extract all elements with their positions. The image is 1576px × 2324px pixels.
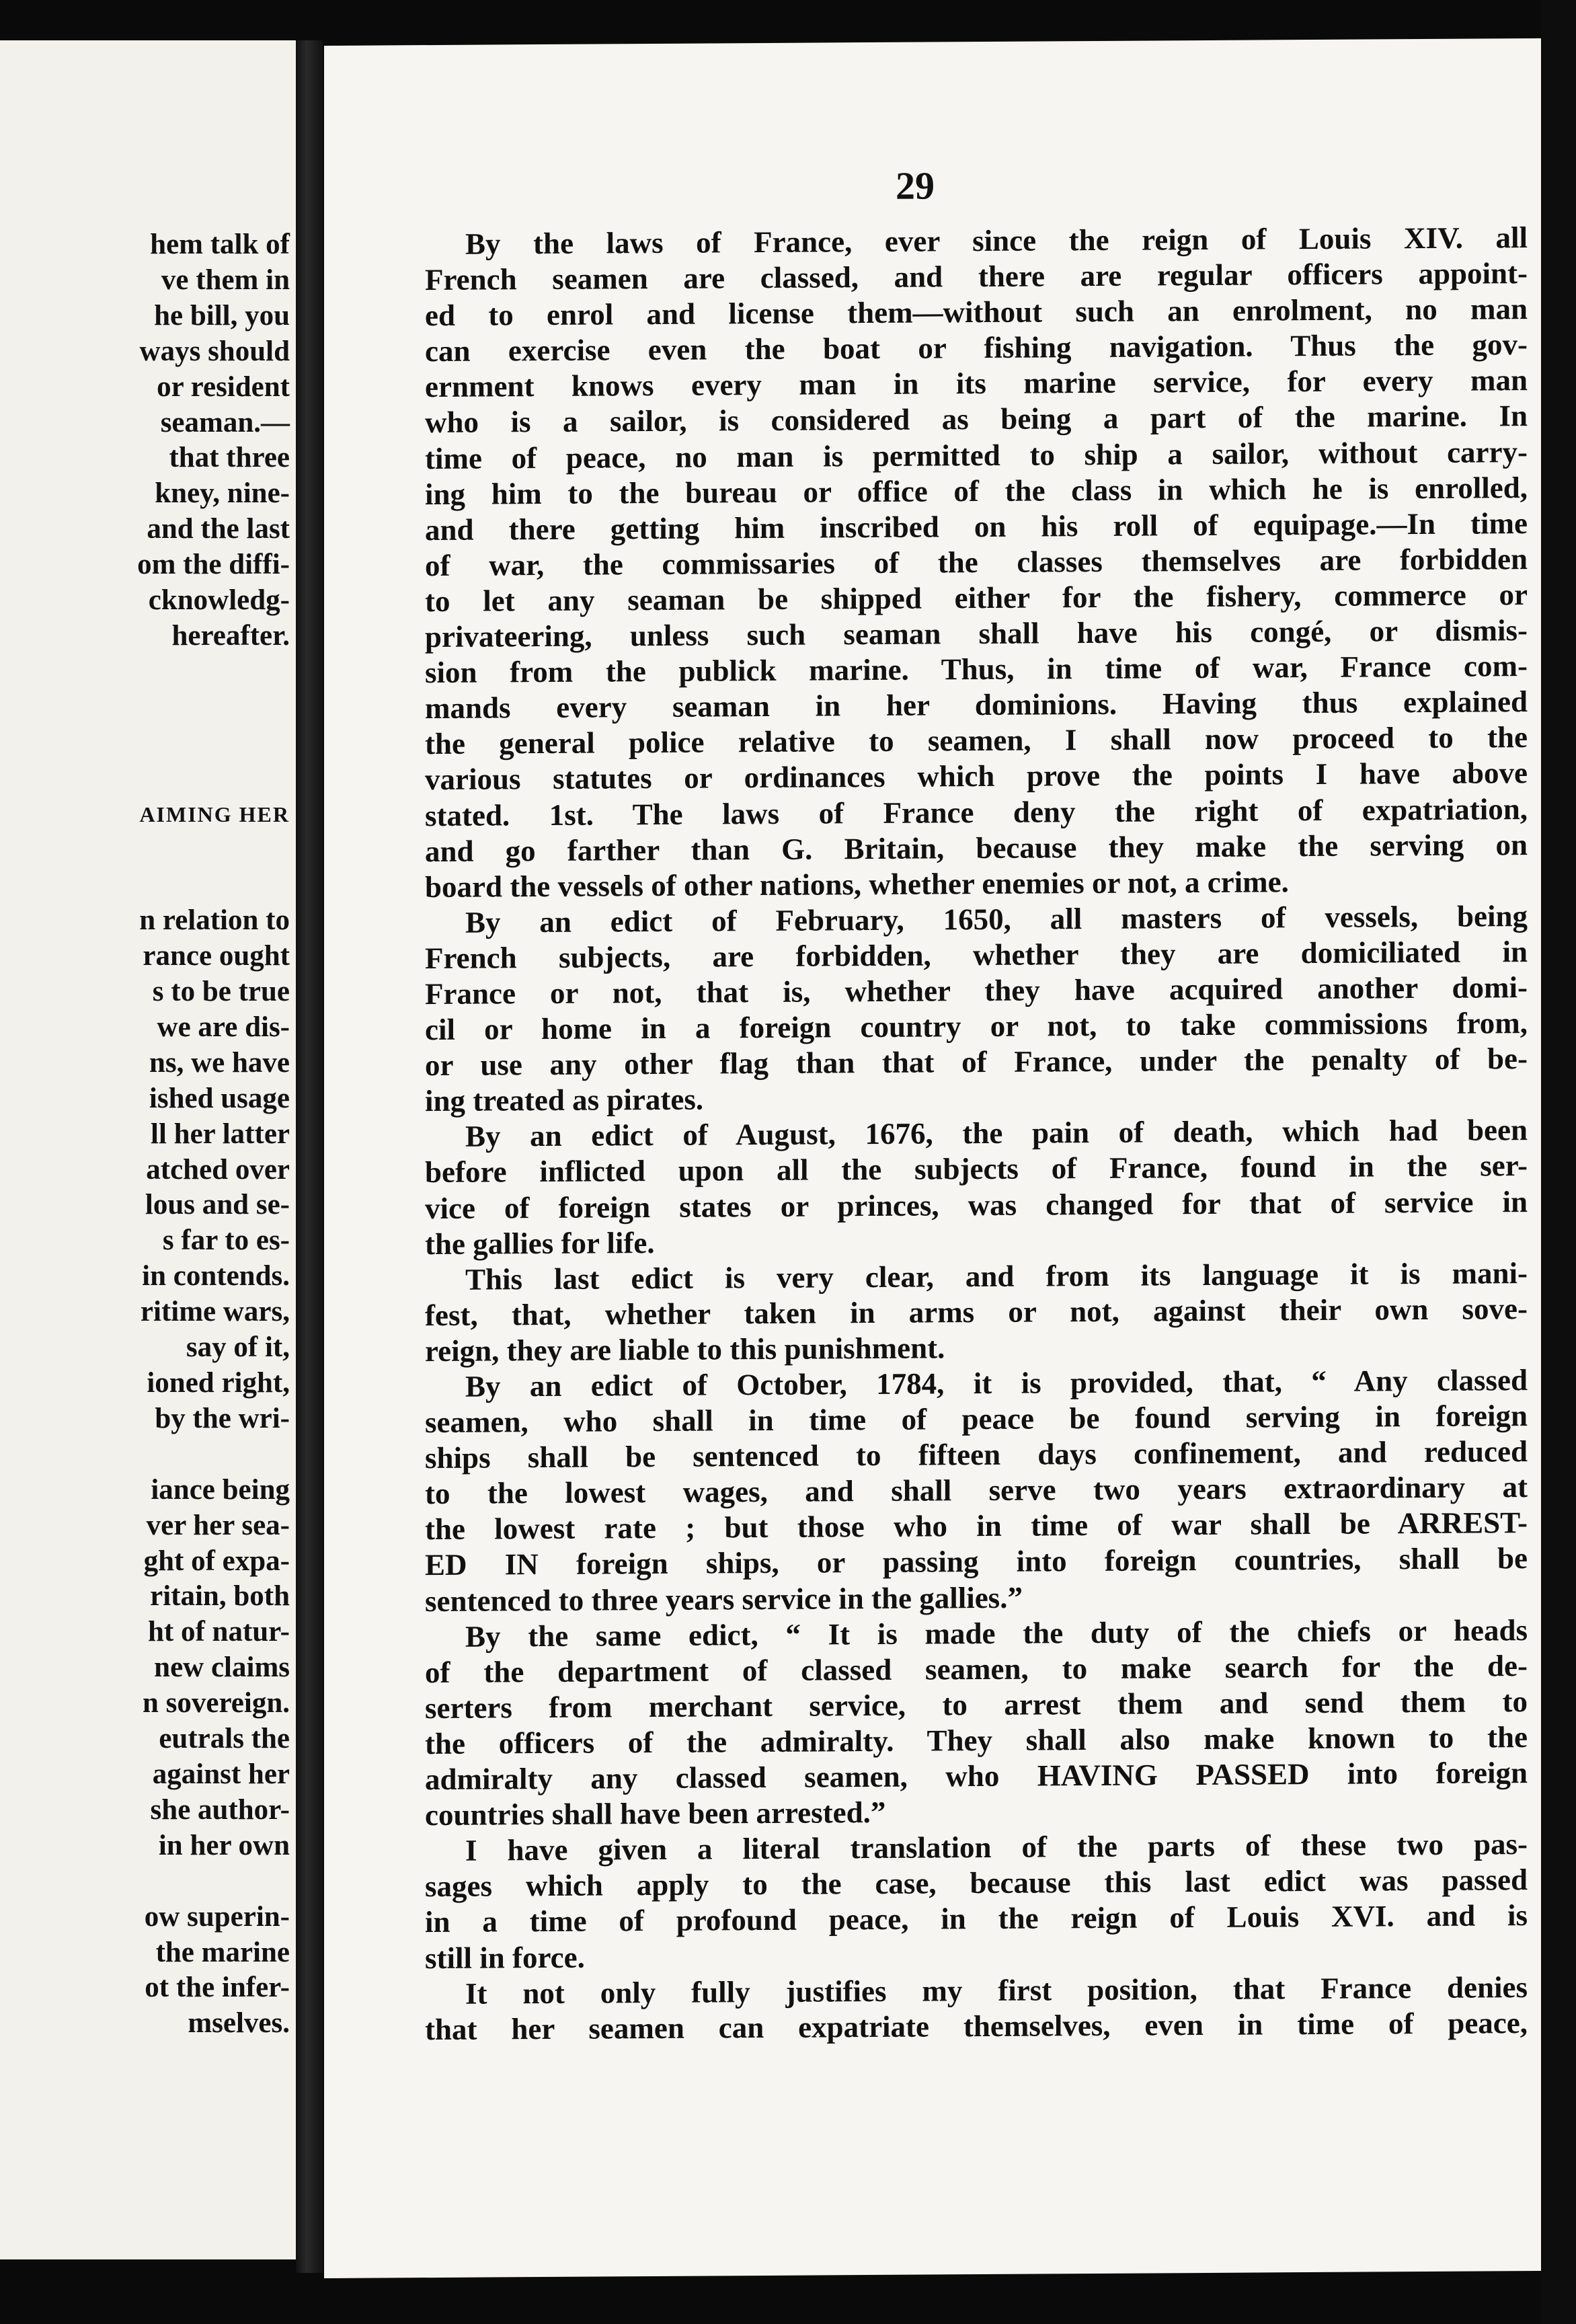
left-page-line: ver her sea- <box>146 1509 290 1541</box>
scan-edge <box>1541 0 1576 2324</box>
left-page-line <box>137 832 290 867</box>
left-page-line <box>137 654 290 690</box>
left-page-line: cknowledg- <box>148 584 290 617</box>
body-line: of the department of classed seamen, to make search for the de- <box>425 1648 1528 1689</box>
body-line: France or not, that is, whether they have acquired another domi- <box>425 970 1528 1011</box>
left-page-line: ways should <box>139 335 290 367</box>
body-line: the lowest rate ; but those who in time of war shall be ARREST- <box>425 1506 1528 1547</box>
body-line: various statutes or ordinances which prove the points I have above <box>425 756 1528 797</box>
left-page-line: lous and se- <box>145 1189 290 1221</box>
left-page-text <box>137 227 290 2042</box>
body-line: serters from merchant service, to arrest them and send them to <box>425 1684 1528 1725</box>
body-line: By the same edict, “ It is made the duty of the chiefs or heads <box>465 1613 1528 1654</box>
body-line: ing him to the bureau or office of the class in which he is enrolled, <box>425 470 1528 511</box>
body-line: countries shall have been arrested.” <box>425 1795 886 1832</box>
body-line: sentenced to three years service in the gallies.” <box>425 1580 1023 1618</box>
body-line: sion from the publick marine. Thus, in time of war, France com- <box>425 649 1528 690</box>
body-line: By an edict of October, 1784, it is provided, that, “ Any classed <box>465 1363 1528 1403</box>
body-line: ed to enrol and license them—without such an enrolment, no man <box>425 292 1528 333</box>
left-page-line: s to be true <box>152 976 290 1008</box>
body-line: or use any other flag than that of France, under the penalty of be- <box>425 1042 1528 1083</box>
left-page-line: ve them in <box>161 264 290 296</box>
left-page-line: ght of expa- <box>143 1545 290 1577</box>
left-page-line: against her <box>152 1758 290 1790</box>
body-line: ships shall be sentenced to fifteen days confinement, and reduced <box>425 1434 1528 1475</box>
body-line: the gallies for life. <box>425 1225 655 1261</box>
left-page-line <box>137 1437 290 1473</box>
left-page-line <box>137 761 290 797</box>
left-page-line: mselves. <box>188 2007 290 2040</box>
left-page-heading: AIMING HER <box>139 802 290 826</box>
body-line: in a time of profound peace, in the reign of Louis XVI. and is <box>425 1898 1528 1939</box>
body-line: and there getting him inscribed on his roll of equipage.—In time <box>425 506 1528 547</box>
left-page-line: ritime wars, <box>140 1296 290 1328</box>
left-page-line: ow superin- <box>144 1900 290 1933</box>
body-line: mands every seaman in her dominions. Having thus explained <box>425 685 1528 726</box>
book-gutter <box>296 40 323 2273</box>
left-page-line: he bill, you <box>154 299 290 332</box>
body-line: seamen, who shall in time of peace be found serving in foreign <box>425 1399 1528 1440</box>
left-page-line: n relation to <box>139 904 290 937</box>
body-line: cil or home in a foreign country or not, to take commissions from, <box>425 1006 1528 1047</box>
body-line: stated. 1st. The laws of France deny the right of expatriation, <box>425 791 1528 832</box>
body-line: who is a sailor, is considered as being a part of the marine. In <box>425 399 1528 440</box>
body-line: to the lowest wages, and shall serve two years extraordinary at <box>425 1470 1528 1511</box>
left-page-line: or resident <box>157 371 290 403</box>
body-line: ED IN foreign ships, or passing into foreign countries, shall be <box>425 1541 1528 1582</box>
left-page-line <box>137 867 290 903</box>
left-facing-page <box>0 40 306 2259</box>
left-page-line: ot the infer- <box>145 1972 290 2004</box>
left-page-line: new claims <box>154 1652 290 1684</box>
body-line: This last edict is very clear, and from its language it is mani- <box>465 1255 1528 1296</box>
body-line: By the laws of France, ever since the reign of Louis XIV. all <box>465 221 1528 261</box>
body-line: sages which apply to the case, because this last edict was passed <box>425 1863 1528 1904</box>
left-page-line: atched over <box>146 1153 290 1186</box>
body-line: the general police relative to seamen, I shall now proceed to the <box>425 720 1528 761</box>
left-page-line: hereafter. <box>171 619 290 652</box>
left-page-line: ll her latter <box>151 1118 290 1150</box>
left-page-line <box>137 726 290 761</box>
left-page-line: iance being <box>151 1473 290 1506</box>
left-page-line <box>137 690 290 726</box>
left-page-line: kney, nine- <box>155 477 290 510</box>
body-line: before inflicted upon all the subjects of France, found in the ser- <box>425 1149 1528 1190</box>
left-page-line <box>137 1864 290 1900</box>
left-page-line: ns, we have <box>149 1046 290 1079</box>
left-page-line: in contends. <box>142 1260 290 1292</box>
left-page-line: n sovereign. <box>143 1687 290 1719</box>
body-line: By an edict of August, 1676, the pain of death, which had been <box>465 1113 1528 1154</box>
left-page-line: ritain, both <box>150 1580 290 1613</box>
body-line: privateering, unless such seaman shall have his congé, or dismis- <box>425 613 1528 654</box>
left-page-line: that three <box>169 442 290 474</box>
left-page-line: say of it, <box>186 1331 290 1364</box>
left-page-line: the marine <box>155 1936 290 1968</box>
body-line: to let any seaman be shipped either for the fishery, commerce or <box>425 578 1528 619</box>
page-number: 29 <box>896 163 935 208</box>
body-line: can exercise even the boat or fishing navigation. Thus the gov- <box>425 327 1528 369</box>
left-page-line: by the wri- <box>155 1402 290 1434</box>
left-page-line: hem talk of <box>150 229 290 260</box>
body-line: It not only fully justifies my first position, that France denies <box>465 1970 1528 2011</box>
left-page-line: seaman.— <box>160 406 290 438</box>
left-page-line: eutrals the <box>159 1723 290 1755</box>
body-line: that her seamen can expatriate themselves, even in time of peace, <box>425 2005 1528 2046</box>
left-page-line: ioned right, <box>147 1367 290 1399</box>
body-line: French subjects, are forbidden, whether they are domiciliated in <box>425 934 1528 975</box>
body-line: admiralty any classed seamen, who HAVING PASSED into foreign <box>425 1756 1528 1797</box>
body-line: ing treated as pirates. <box>425 1082 704 1118</box>
left-page-line: and the last <box>147 513 290 545</box>
body-text <box>425 220 1528 2048</box>
body-line: French seamen are classed, and there are regular officers appoint- <box>425 256 1528 297</box>
body-line: of war, the commissaries of the classes themselves are forbidden <box>425 541 1528 582</box>
body-line: By an edict of February, 1650, all masters of vessels, being <box>465 898 1528 939</box>
body-line: time of peace, no man is permitted to ship a sailor, without carry- <box>425 434 1528 475</box>
left-page-line: ished usage <box>149 1082 290 1114</box>
body-line: board the vessels of other nations, whether enemies or not, a crime. <box>425 864 1289 904</box>
right-page <box>324 38 1541 2278</box>
left-page-line: we are dis- <box>157 1011 290 1043</box>
body-line: and go farther than G. Britain, because they make the serving on <box>425 827 1528 868</box>
body-line: ernment knows every man in its marine service, for every man <box>425 363 1528 404</box>
body-line: reign, they are liable to this punishment. <box>425 1331 945 1368</box>
body-line: vice of foreign states or princes, was changed for that of service in <box>425 1184 1528 1225</box>
body-line: fest, that, whether taken in arms or not, against their own sove- <box>425 1291 1528 1332</box>
body-line: still in force. <box>425 1940 585 1975</box>
body-line: the officers of the admiralty. They shall also make known to the <box>425 1720 1528 1761</box>
body-line: I have given a literal translation of the parts of these two pas- <box>465 1827 1528 1867</box>
left-page-line: s far to es- <box>162 1225 290 1257</box>
left-page-line: rance ought <box>143 940 290 972</box>
left-page-line: in her own <box>158 1829 290 1861</box>
left-page-line: she author- <box>150 1793 290 1826</box>
left-page-line: om the diffi- <box>137 549 290 581</box>
left-page-line: ht of natur- <box>147 1616 290 1648</box>
